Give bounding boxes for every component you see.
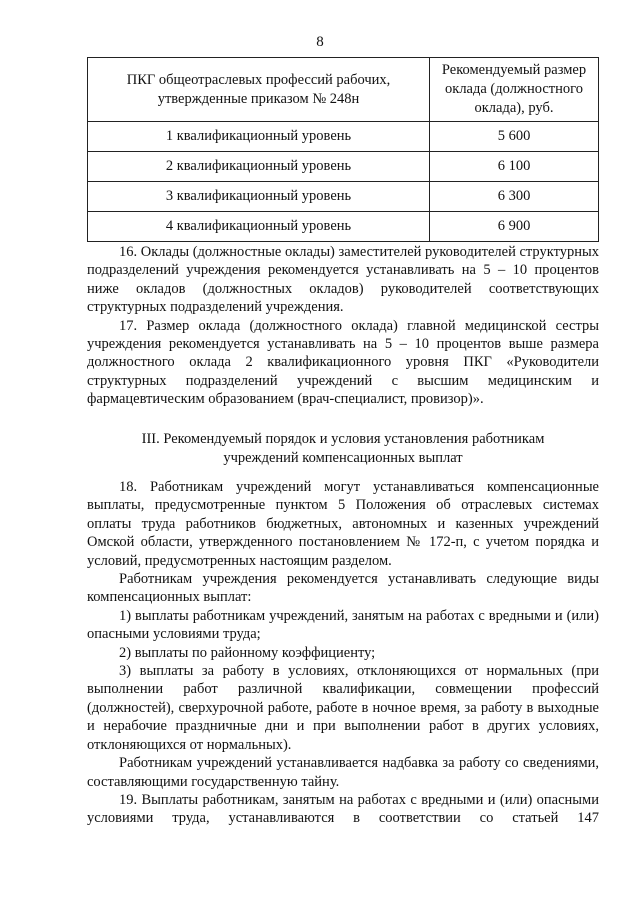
table-header-pkg: ПКГ общеотраслевых профессий рабочих, утвержденные приказом № 248н xyxy=(88,58,430,122)
paragraph-secret-bonus: Работникам учреждений устанавливается надбавка за работу со сведениями, составляющими государственную тайну. xyxy=(87,755,599,790)
paragraph-compensation-types: Работникам учреждения рекомендуется устанавливать следующие виды компенсационных выплат: xyxy=(87,571,599,606)
table-cell-salary: 6 900 xyxy=(430,212,599,242)
list-item-2: 2) выплаты по районному коэффициенту; xyxy=(119,644,376,661)
paragraph-19: 19. Выплаты работникам, занятым на работах с вредными и (или) опасными условиями труда, устанавливаются в соответствии со статьей 147 xyxy=(87,791,599,827)
table-row xyxy=(88,122,599,152)
paragraphs-18-19 xyxy=(87,478,599,846)
salary-table xyxy=(87,57,599,242)
paragraph-17: 17. Размер оклада (должностного оклада) главной медицинской сестры учреждения рекомендуется устанавливать на 5 – 10 процентов выше размера должностного оклада 2 квалификационного уровня ПКГ «Руководители структурных подразделений учреждений с высшим медицинским и фармацевтическим образованием (врач-специалист, провизор)». xyxy=(87,317,599,408)
table-row xyxy=(88,212,599,242)
table-row xyxy=(88,152,599,182)
paragraph-16: 16. Оклады (должностные оклады) заместителей руководителей структурных подразделений учреждения рекомендуется устанавливать на 5 – 10 процентов ниже окладов (должностных окладов) руководителей соответствующих структурных подразделений учреждения. xyxy=(87,244,599,316)
table-cell-level: 4 квалификационный уровень xyxy=(88,212,430,242)
table-cell-level: 2 квалификационный уровень xyxy=(88,152,430,182)
paragraph-18: 18. Работникам учреждений могут устанавливаться компенсационные выплаты, предусмотренные пунктом 5 Положения об отраслевых системах оплаты труда работников бюджетных, автономных и казенных учреждений Омской области, утвержденного постановлением № 172-п, с учетом порядка и условий, предусмотренных настоящим разделом. xyxy=(87,479,599,569)
table-cell-salary: 6 300 xyxy=(430,182,599,212)
table-header-row xyxy=(88,58,599,122)
section-heading xyxy=(87,430,599,468)
table-cell-level: 1 квалификационный уровень xyxy=(88,122,430,152)
paragraphs-16-17 xyxy=(87,243,599,409)
table-row xyxy=(88,182,599,212)
table-cell-salary: 5 600 xyxy=(430,122,599,152)
page-number: 8 xyxy=(316,34,324,50)
table-cell-salary: 6 100 xyxy=(430,152,599,182)
section-heading-line-2: учреждений компенсационных выплат xyxy=(223,450,463,466)
table-cell-level: 3 квалификационный уровень xyxy=(88,182,430,212)
table-header-salary: Рекомендуемый размер оклада (должностного оклада), руб. xyxy=(430,58,599,122)
list-item-1: 1) выплаты работникам учреждений, занятым на работах с вредными и (или) опасными условиями труда; xyxy=(87,607,599,643)
list-item-3: 3) выплаты за работу в условиях, отклоняющихся от нормальных (при выполнении работ различной квалификации, совмещении профессий (должностей), сверхурочной работе, работе в ночное время, за работу в выходные и нерабочие праздничные дни и при выполнении работ в других условиях, отклоняющихся от нормальных). xyxy=(87,663,599,753)
section-heading-line-1: III. Рекомендуемый порядок и условия установления работникам xyxy=(141,431,545,447)
